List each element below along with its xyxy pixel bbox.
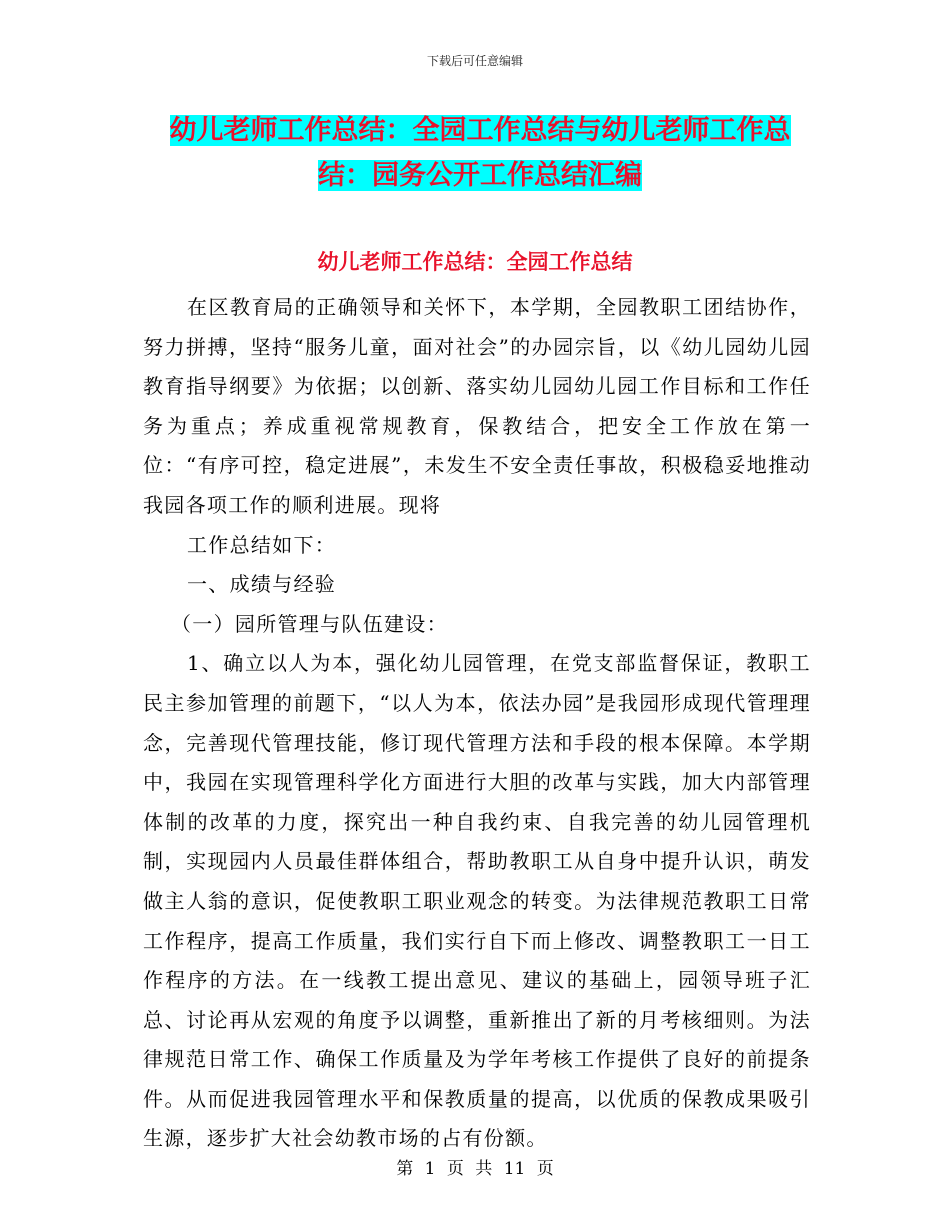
document-body — [143, 288, 811, 1159]
document-title — [140, 108, 820, 198]
paragraph-management: 1、确立以人为本，强化幼儿园管理，在党支部监督保证，教职工民主参加管理的前题下，“以人为本，依法办园”是我园形成现代管理理念，完善现代管理技能，修订现代管理方法和手段的根本保障。本学期中，我园在实现管理科学化方面进行大胆的改革与实践，加大内部管理体制的改革的力度，探究出一种自我约束、自我完善的幼儿园管理机制，实现园内人员最佳群体组合，帮助教职工从自身中提升认识，萌发做主人翁的意识，促使教职工职业观念的转变。为法律规范教职工日常工作程序，提高工作质量，我们实行自下而上修改、调整教职工一日工作程序的方法。在一线教工提出意见、建议的基础上，园领导班子汇总、讨论再从宏观的角度予以调整，重新推出了新的月考核细则。为法律规范日常工作、确保工作质量及为学年考核工作提供了良好的前提条件。从而促进我园管理水平和保教质量的提高，以优质的保教成果吸引生源，逐步扩大社会幼教市场的占有份额。 — [143, 651, 811, 1151]
subheading-management: （一）园所管理与队伍建设： — [171, 611, 448, 636]
paragraph-intro: 在区教育局的正确领导和关怀下，本学期，全园教职工团结协作，努力拼搏，坚持“服务儿童，面对社会”的办园宗旨，以《幼儿园幼儿园教育指导纲要》为依据；以创新、落实幼儿园幼儿园工作目标和工作任务为重点；养成重视常规教育，保教结合，把安全工作放在第一位：“有序可控，稳定进展”，未发生不安全责任事故，积极稳妥地推动我园各项工作的顺利进展。现将 — [143, 295, 811, 517]
document-title-line-2: 结：园务公开工作总结汇编 — [318, 160, 642, 191]
paragraph-summary-lead: 工作总结如下： — [187, 532, 337, 557]
page-footer: 第 1 页 共 11 页 — [396, 1159, 554, 1179]
header-note: 下载后可任意编辑 — [426, 54, 523, 68]
heading-achievements: 一、成绩与经验 — [187, 572, 337, 597]
section-title: 幼儿老师工作总结：全园工作总结 — [317, 249, 633, 274]
document-title-line-1: 幼儿老师工作总结：全园工作总结与幼儿老师工作总 — [169, 115, 791, 146]
